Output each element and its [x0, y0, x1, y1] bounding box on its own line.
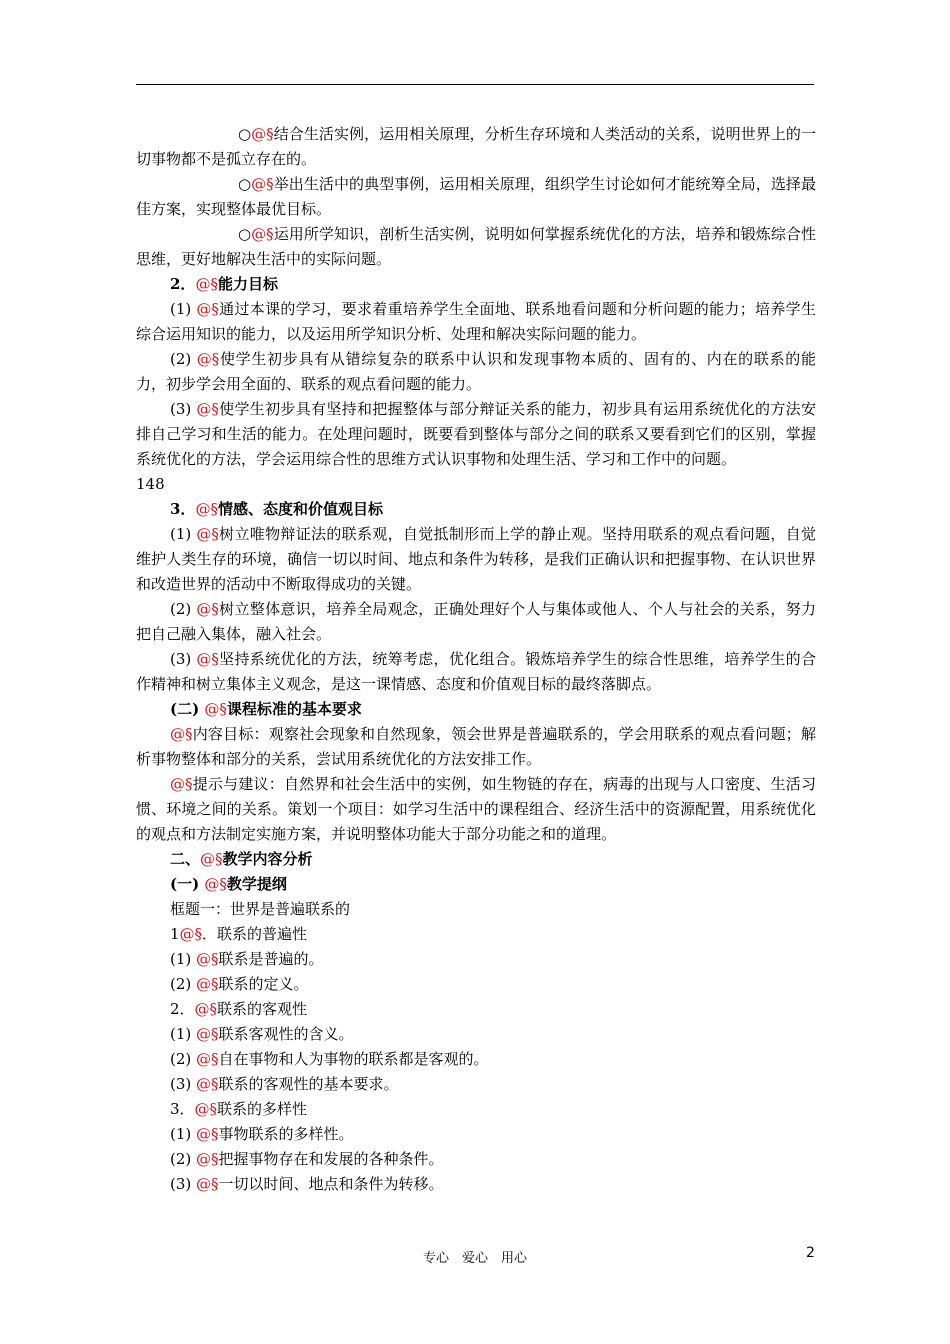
heading-number: (二) [170, 700, 205, 718]
document-body [136, 122, 816, 1197]
red-marker: @§ [196, 600, 219, 618]
line-text: 联系客观性的含义。 [218, 1025, 354, 1043]
heading-number: 3． [170, 500, 196, 518]
red-marker: @§ [196, 525, 219, 543]
paragraph-text: 坚持系统优化的方法，统筹考虑，优化组合。锻炼培养学生的综合性思维，培养学生的合作精神和树立集体主义观念，是这一课情感、态度和价值观目标的最终落脚点。 [136, 650, 816, 693]
list-paragraph [136, 297, 816, 347]
list-paragraph [136, 347, 816, 397]
red-marker: @§ [195, 500, 218, 518]
red-marker: @§ [196, 950, 219, 968]
item-number: (2) [170, 1050, 197, 1068]
red-marker: @§ [196, 1150, 219, 1168]
item-number: (1) [170, 950, 197, 968]
plain-text [136, 472, 816, 497]
paragraph-text: 结合生活实例，运用相关原理，分析生存环境和人类活动的关系，说明世界上的一切事物都不是孤立存在的。 [136, 125, 816, 168]
item-number: (2) [170, 600, 197, 618]
paragraph-text: 提示与建议：自然界和社会生活中的实例，如生物链的存在，病毒的出现与人口密度、生活习惯、环境之间的关系。策划一个项目：如学习生活中的课程组合、经济生活中的资源配置，用系统优化的观点和方法制定实施方案，并说明整体功能大于部分功能之和的道理。 [136, 775, 816, 843]
list-paragraph [136, 522, 816, 597]
heading-number: 二、 [170, 850, 201, 868]
outline-line [136, 1097, 816, 1122]
circle-bullet: ○ [238, 175, 252, 193]
line-text: 框题一：世界是普遍联系的 [170, 900, 351, 918]
red-marker: @§ [194, 1100, 218, 1118]
list-paragraph [136, 647, 816, 697]
paragraph-text: 使学生初步具有坚持和把握整体与部分辩证关系的能力，初步具有运用系统优化的方法安排自己学习和生活的能力。在处理问题时，既要看到整体与部分之间的联系又要看到它们的区别，掌握系统优化的方法，学会运用综合性的思维方式认识事物和处理生活、学习和工作中的问题。 [136, 400, 816, 468]
line-text: 联系的客观性 [217, 1000, 308, 1018]
red-marker: @§ [204, 875, 227, 893]
red-marker: @§ [170, 725, 193, 743]
item-number: (3) [170, 400, 197, 418]
outline-line [136, 1172, 816, 1197]
red-marker: @§ [204, 700, 227, 718]
outline-line [136, 1047, 816, 1072]
heading-text: 课程标准的基本要求 [226, 700, 362, 718]
line-text: 联系的定义。 [218, 975, 309, 993]
red-marker: @§ [196, 300, 219, 318]
outline-line [136, 1022, 816, 1047]
outline-line [136, 947, 816, 972]
heading-text: 教学内容分析 [222, 850, 313, 868]
paragraph-text: 内容目标：观察社会现象和自然现象，领会世界是普遍联系的，学会用联系的观点看问题；解析事物整体和部分的关系，尝试用系统优化的方法安排工作。 [136, 725, 816, 768]
item-number: (3) [170, 1075, 197, 1093]
outline-line [136, 922, 816, 947]
list-paragraph [136, 772, 816, 847]
red-marker: @§ [196, 1075, 219, 1093]
section-heading [136, 697, 816, 722]
line-text: 联系的客观性的基本要求。 [218, 1075, 399, 1093]
section-heading [136, 872, 816, 897]
red-marker: @§ [196, 1175, 219, 1193]
item-number: (1) [170, 300, 197, 318]
paragraph-text: 运用所学知识，剖析生活实例，说明如何掌握系统优化的方法，培养和锻炼综合性思维，更好地解决生活中的实际问题。 [136, 225, 816, 268]
item-number: 2． [170, 1000, 195, 1018]
item-number: (3) [170, 650, 197, 668]
red-marker: @§ [196, 1050, 219, 1068]
line-text: ．联系的普遍性 [202, 925, 308, 943]
item-number: 1 [170, 925, 180, 943]
red-marker: @§ [196, 650, 219, 668]
section-heading [136, 847, 816, 872]
line-text: 一切以时间、地点和条件为转移。 [218, 1175, 444, 1193]
paragraph-text: 举出生活中的典型事例，运用相关原理，组织学生讨论如何才能统筹全局，选择最佳方案，实现整体最优目标。 [136, 175, 816, 218]
list-paragraph [136, 722, 816, 772]
red-marker: @§ [179, 925, 203, 943]
red-marker: @§ [170, 775, 193, 793]
objective-paragraph [136, 172, 816, 222]
outline-line [136, 972, 816, 997]
paragraph-text: 树立整体意识，培养全局观念，正确处理好个人与集体或他人、个人与社会的关系，努力把自己融入集体，融入社会。 [136, 600, 816, 643]
line-text: 自在事物和人为事物的联系都是客观的。 [218, 1050, 489, 1068]
section-heading [136, 497, 816, 522]
item-number: (2) [170, 975, 197, 993]
list-paragraph [136, 597, 816, 647]
item-number: (2) [170, 1150, 197, 1168]
red-marker: @§ [251, 225, 274, 243]
item-number: (1) [170, 1025, 197, 1043]
item-number: (3) [170, 1175, 197, 1193]
header-rule [136, 84, 814, 85]
red-marker: @§ [196, 1025, 219, 1043]
red-marker: @§ [196, 975, 219, 993]
red-marker: @§ [200, 850, 223, 868]
heading-number: (一) [170, 875, 205, 893]
outline-line [136, 1122, 816, 1147]
red-marker: @§ [196, 400, 219, 418]
objective-paragraph [136, 222, 816, 272]
line-text: 联系的多样性 [217, 1100, 308, 1118]
red-marker: @§ [251, 175, 274, 193]
page-number: 2 [806, 1245, 815, 1261]
outline-line [136, 1072, 816, 1097]
line-text: 把握事物存在和发展的各种条件。 [218, 1150, 444, 1168]
item-number: 3． [170, 1100, 195, 1118]
list-paragraph [136, 397, 816, 472]
item-number: (1) [170, 1125, 197, 1143]
outline-line [136, 997, 816, 1022]
paragraph-text: 通过本课的学习，要求着重培养学生全面地、联系地看问题和分析问题的能力；培养学生综合运用知识的能力，以及运用所学知识分析、处理和解决实际问题的能力。 [136, 300, 816, 343]
outline-line [136, 897, 816, 922]
red-marker: @§ [251, 125, 274, 143]
item-number: (1) [170, 525, 197, 543]
paragraph-text: 使学生初步具有从错综复杂的联系中认识和发现事物本质的、固有的、内在的联系的能力，初步学会用全面的、联系的观点看问题的能力。 [136, 350, 817, 393]
red-marker: @§ [196, 1125, 219, 1143]
circle-bullet: ○ [238, 125, 252, 143]
line-text: 事物联系的多样性。 [218, 1125, 354, 1143]
heading-text: 能力目标 [217, 275, 278, 293]
objective-paragraph [136, 122, 816, 172]
footer-text: 专心 爱心 用心 [422, 1251, 527, 1266]
circle-bullet: ○ [238, 225, 252, 243]
outline-line [136, 1147, 816, 1172]
paragraph-text: 树立唯物辩证法的联系观，自觉抵制形而上学的静止观。坚持用联系的观点看问题，自觉维护人类生存的环境，确信一切以时间、地点和条件为转移，是我们正确认识和把握事物、在认识世界和改造世界的活动中不断取得成功的关键。 [136, 525, 816, 593]
heading-text: 教学提纲 [226, 875, 287, 893]
section-heading [136, 272, 816, 297]
heading-text: 情感、态度和价值观目标 [217, 500, 383, 518]
paragraph-text: 148 [136, 475, 165, 493]
red-marker: @§ [195, 275, 218, 293]
item-number: (2) [170, 350, 197, 368]
red-marker: @§ [194, 1000, 218, 1018]
red-marker: @§ [196, 350, 220, 368]
line-text: 联系是普遍的。 [218, 950, 324, 968]
heading-number: 2． [170, 275, 196, 293]
